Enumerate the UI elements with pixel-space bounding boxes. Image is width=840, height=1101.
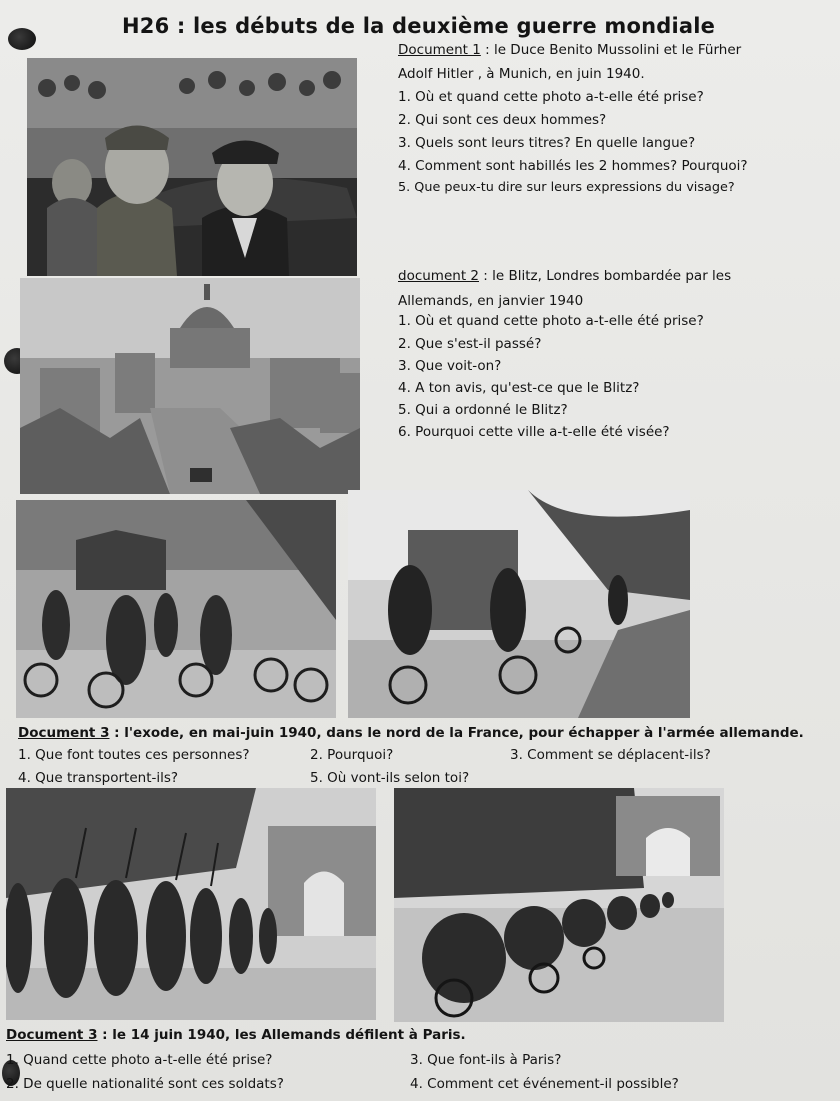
doc1-question: 5. Que peux-tu dire sur leurs expressions du visage?: [398, 180, 735, 195]
doc2-heading-line2: Allemands, en janvier 1940: [398, 293, 584, 309]
page-title: H26 : les débuts de la deuxième guerre mondiale: [122, 14, 716, 38]
doc2-question: 6. Pourquoi cette ville a-t-elle été visée?: [398, 424, 670, 440]
doc2-question: 5. Qui a ordonné le Blitz?: [398, 402, 568, 418]
doc1-question: 2. Qui sont ces deux hommes?: [398, 112, 607, 128]
doc4-question: 4. Comment cet événement-il possible?: [410, 1076, 679, 1092]
photo-london-blitz: [20, 278, 360, 494]
doc3-caption-text: : l'exode, en mai-juin 1940, dans le nord de la France, pour échapper à l'armée allemande.: [109, 725, 804, 741]
doc1-heading-line2: Adolf Hitler , à Munich, en juin 1940.: [398, 66, 645, 82]
doc2-question: 2. Que s'est-il passé?: [398, 336, 542, 352]
doc2-question: 4. A ton avis, qu'est-ce que le Blitz?: [398, 380, 640, 396]
doc4-question: 3. Que font-ils à Paris?: [410, 1052, 562, 1068]
doc1-heading-line1: : le Duce Benito Mussolini et le Fürher: [480, 42, 742, 58]
doc1-label: Document 1: [398, 42, 481, 58]
doc4-label: Document 3: [6, 1027, 98, 1043]
doc3-question: 4. Que transportent-ils?: [18, 770, 179, 786]
doc1-question: 1. Où et quand cette photo a-t-elle été prise?: [398, 89, 704, 105]
doc1-heading: [398, 42, 741, 58]
doc4-question: 1. Quand cette photo a-t-elle été prise?: [6, 1052, 273, 1068]
photo-exodus-left: [16, 500, 336, 718]
doc2-question: 3. Que voit-on?: [398, 358, 502, 374]
doc4-question: 2. De quelle nationalité sont ces soldats?: [6, 1076, 284, 1092]
doc2-heading-line1: : le Blitz, Londres bombardée par les: [479, 268, 732, 284]
doc3-label: Document 3: [18, 725, 110, 741]
photo-arc-de-triomphe-parade: [394, 788, 724, 1022]
doc2-question: 1. Où et quand cette photo a-t-elle été prise?: [398, 313, 704, 329]
doc4-caption: [6, 1027, 466, 1043]
doc3-question: 3. Comment se déplacent-ils?: [510, 747, 711, 763]
doc1-question: 3. Quels sont leurs titres? En quelle langue?: [398, 135, 696, 151]
doc3-question: 2. Pourquoi?: [310, 747, 394, 763]
photo-mussolini-hitler: [27, 58, 357, 276]
doc2-label: document 2: [398, 268, 479, 284]
doc3-question: 1. Que font toutes ces personnes?: [18, 747, 250, 763]
doc4-caption-text: : le 14 juin 1940, les Allemands défilent à Paris.: [97, 1027, 466, 1043]
photo-exodus-right: [348, 490, 690, 718]
doc3-question: 5. Où vont-ils selon toi?: [310, 770, 470, 786]
photo-soldiers-marching: [6, 788, 376, 1020]
doc2-heading: [398, 268, 731, 284]
doc3-caption: [18, 725, 804, 741]
binder-hole-top: [8, 28, 36, 50]
doc1-question: 4. Comment sont habillés les 2 hommes? Pourquoi?: [398, 158, 748, 174]
